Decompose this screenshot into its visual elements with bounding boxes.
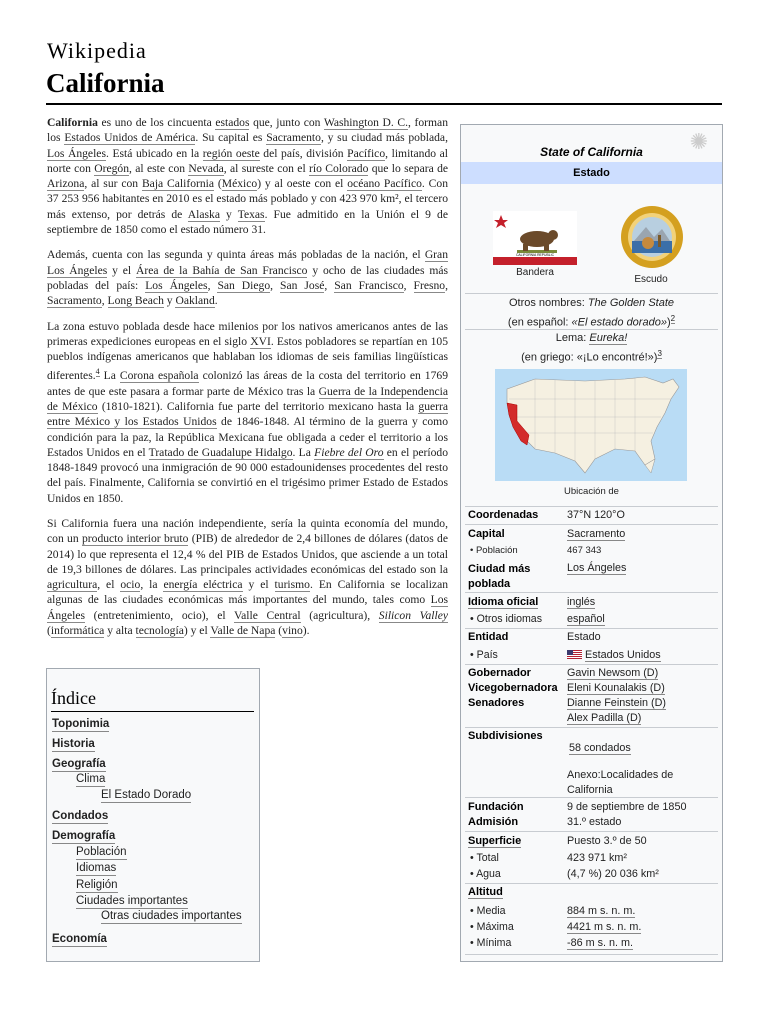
text: (en español: <box>507 316 572 329</box>
subdivisions-link[interactable]: 58 condados <box>569 742 631 754</box>
text: , <box>270 278 281 292</box>
article-subject: California <box>47 116 98 129</box>
text: Otros nombres: <box>508 297 588 309</box>
toc-item-demografia[interactable]: Demografía <box>52 830 116 842</box>
text: La zona estuvo poblada desde hace milenios por los nativos americanos antes de las primeras expediciones europeas en el siglo <box>47 319 448 348</box>
founded-value: 9 de septiembre de 1850 <box>567 801 687 813</box>
text: ( <box>214 177 222 191</box>
infobox-divider <box>465 797 718 798</box>
nickname-es: «El estado dorado» <box>571 316 667 329</box>
infobox-divider <box>465 883 718 884</box>
decorative-flourish-icon: ✺ <box>689 129 708 154</box>
link-estados[interactable]: estados <box>215 116 250 129</box>
motto-link[interactable]: Eureka! <box>589 332 628 344</box>
country-link[interactable]: Estados Unidos <box>585 649 661 661</box>
title-divider <box>46 103 722 105</box>
california-seal-image[interactable] <box>620 205 684 269</box>
text: (agricultura), <box>300 608 379 622</box>
governor-label: Gobernador <box>468 667 531 679</box>
area-rank: Puesto 3.º de 50 <box>567 835 647 847</box>
largest-city-link[interactable]: Los Ángeles <box>567 562 627 574</box>
map-caption: Ubicación de <box>564 486 619 497</box>
link-ocio[interactable]: ocio <box>120 578 141 592</box>
text: . Está ubicado en la <box>105 146 203 160</box>
text: . Fue admitido en la Unión el 9 de septiembre de 1850 como el estado número 31. <box>47 207 448 237</box>
text: , <box>207 278 218 292</box>
governor-link[interactable]: Gavin Newsom (D) <box>567 667 659 679</box>
area-total-value: 423 971 km² <box>567 852 628 864</box>
text: y el <box>107 263 136 277</box>
link-oregon[interactable]: Oregón <box>94 161 130 175</box>
toc-item-economia[interactable]: Economía <box>52 933 107 945</box>
lt-governor-link[interactable]: Eleni Kounalakis (D) <box>567 682 665 694</box>
link-sacramento[interactable]: Sacramento <box>266 131 321 145</box>
infobox-title: State of California <box>540 145 643 159</box>
text: , al sureste con el <box>223 161 310 175</box>
subdivisions-label: Subdivisiones <box>468 730 543 742</box>
text: . <box>214 294 218 308</box>
text: . Su capital es <box>195 131 267 145</box>
infobox-divider <box>465 524 718 525</box>
altitude-mean-label: • Media <box>470 905 506 917</box>
altitude-min-label: • Mínima <box>470 937 512 949</box>
infobox-divider <box>465 664 718 665</box>
text: (en griego: «¡Lo encontré!») <box>521 351 658 364</box>
link-guerra-mexico-eeuu[interactable]: guerra entre México y los Estados Unidos <box>47 399 448 429</box>
link-baja-california[interactable]: Baja California <box>141 177 215 191</box>
admission-label: Admisión <box>468 816 519 828</box>
text: . Con 37 253 956 habitantes en 2010 es el estado más poblado y con 423 970 km², el tercero más extenso, por detrás de <box>47 177 448 221</box>
text: . Estos pobladores se repartían en 105 pueblos indígenas americanos que hablaban los idiomas de seis familias lingüísticas diferentes. <box>47 334 448 383</box>
link-siglo-xvi[interactable]: XVI <box>250 334 271 348</box>
infobox <box>460 124 723 962</box>
infobox-divider <box>465 592 718 593</box>
link-san-jose[interactable]: San José <box>280 278 325 292</box>
link-pib[interactable]: producto interior bruto <box>81 532 189 546</box>
text: . La <box>292 445 315 459</box>
toc-item-religion[interactable]: Religión <box>76 879 118 891</box>
toc-title: Índice <box>51 688 96 708</box>
text: (1810-1821). California fue parte del territorio mexicano hasta la <box>97 399 419 413</box>
link-rio-colorado[interactable]: río Colorado <box>309 161 369 175</box>
text: y ocho de las ciudades más pobladas del país: <box>47 263 449 292</box>
infobox-divider <box>465 831 718 832</box>
infobox-divider <box>465 954 718 955</box>
text: y alta <box>104 624 136 638</box>
link-los-angeles[interactable]: Los Ángeles <box>47 146 106 160</box>
location-map-image[interactable] <box>495 369 687 481</box>
link-fresno[interactable]: Fresno <box>413 278 446 292</box>
text: ( <box>275 624 283 638</box>
link-valle-napa[interactable]: Valle de Napa <box>210 624 276 638</box>
text: (entretenimiento, ocio), el <box>85 608 235 622</box>
entity-value: Estado <box>567 631 601 643</box>
area-label[interactable]: Superficie <box>468 835 522 847</box>
motto-translation <box>461 346 722 366</box>
text: , <box>324 278 335 292</box>
link-texas[interactable]: Texas <box>237 207 265 221</box>
altitude-max-label: • Máxima <box>470 921 514 933</box>
page-title: California <box>46 68 165 98</box>
link-informatica[interactable]: informática <box>50 624 105 638</box>
text: de 1846-1848. Al término de la guerra y como condición para la paz, la República Mexicana fue obligada a ceder el territorio a los Estados Unidos en el <box>47 415 448 459</box>
link-energia-electrica[interactable]: energía eléctrica <box>163 578 243 592</box>
altitude-max-value[interactable]: 4421 m s. n. m. <box>567 921 642 933</box>
reference-3[interactable]: 3 <box>657 349 662 358</box>
link-gran-los-angeles[interactable]: Gran Los Ángeles <box>47 248 448 277</box>
text: (PIB) de alrededor de 2,4 billones de dólares (datos de 2014) lo que representa el 12,4 % del PIB de Estados Unidos, que asciende a un total de 19,3 billones de dólares. Las principales actividades económicas del estado son la <box>47 532 449 576</box>
text: en el período 1848-1849 provocó una inmigración de 90 000 estadounidenses procedentes del resto del país. Finalmente, California se convirtió en el trigésimo primer Estado de Estados Unidos en 1850. <box>47 445 448 505</box>
country-value[interactable] <box>567 649 661 661</box>
capital-link[interactable]: Sacramento <box>567 528 626 540</box>
senator-2-link[interactable]: Alex Padilla (D) <box>567 712 642 724</box>
localities-link[interactable]: Anexo:Localidades de California <box>567 769 674 796</box>
text: , limitando al norte con <box>47 146 448 175</box>
link-arizona[interactable]: Arizona <box>47 177 85 191</box>
text: , al este con <box>129 161 189 175</box>
link-bay-area[interactable]: Área de la Bahía de San Francisco <box>136 263 308 277</box>
nickname: The Golden State <box>587 297 675 309</box>
text: , al sur con <box>84 177 142 191</box>
toc-item-condados[interactable]: Condados <box>52 810 109 822</box>
official-language-label[interactable]: Idioma oficial <box>468 596 539 608</box>
link-pacifico[interactable]: Pacífico <box>347 146 386 160</box>
text: ( <box>47 624 51 638</box>
link-vino[interactable]: vino <box>282 624 303 638</box>
capital-population-value: 467 343 <box>567 545 602 556</box>
article-body <box>47 115 448 648</box>
link-oceano-pacifico[interactable]: océano Pacífico <box>347 177 422 191</box>
text: ) y al oeste con el <box>257 177 348 191</box>
paragraph-history <box>47 319 448 506</box>
admission-value: 31.º estado <box>567 816 622 828</box>
nickname-translation <box>461 311 722 331</box>
link-nevada[interactable]: Nevada <box>188 161 224 175</box>
toc-item-poblacion[interactable]: Población <box>76 846 127 858</box>
toc-divider <box>51 711 254 712</box>
infobox-type[interactable]: Estado <box>461 162 722 184</box>
infobox-divider <box>465 506 718 507</box>
infobox-divider <box>465 727 718 728</box>
largest-city-label: Ciudad más poblada <box>468 563 531 590</box>
wikipedia-wordmark[interactable]: Wikipedia <box>47 38 147 63</box>
text: , la <box>140 578 164 592</box>
area-water-value: (4,7 %) 20 036 km² <box>567 868 659 880</box>
altitude-mean-value[interactable]: 884 m s. n. m. <box>567 905 636 917</box>
link-oakland[interactable]: Oakland <box>175 294 215 308</box>
infobox-divider <box>465 628 718 629</box>
area-water-label: • Agua <box>470 868 501 880</box>
infobox-divider <box>465 329 718 330</box>
text: del país, división <box>259 146 348 160</box>
area-total-label: • Total <box>470 852 499 864</box>
flag-text: CALIFORNIA REPUBLIC <box>515 253 555 258</box>
text: , y su ciudad más poblada, <box>320 131 448 145</box>
text: que lo separa de <box>368 161 449 175</box>
text: y <box>219 207 238 221</box>
link-los-angeles[interactable]: Los Ángeles <box>47 593 448 622</box>
link-mexico[interactable]: México <box>221 177 258 191</box>
paragraph-economy <box>47 516 448 638</box>
country-label: • País <box>470 649 498 661</box>
text: . En California se localizan algunas de las ciudades económicas más importantes del mundo, tales como <box>47 578 449 607</box>
reference-4[interactable]: 4 <box>95 367 100 377</box>
entity-label: Entidad <box>468 631 509 643</box>
founded-label: Fundación <box>468 801 524 813</box>
link-region-oeste[interactable]: región oeste <box>202 146 260 160</box>
toc-item-idiomas[interactable]: Idiomas <box>76 862 117 874</box>
senators-label: Senadores <box>468 697 525 709</box>
paragraph-cities <box>47 247 448 308</box>
text: Si California fuera una nación independiente, sería la quinta economía del mundo, con un <box>47 516 448 546</box>
text: Además, cuenta con las segunda y quinta áreas más pobladas de la nación, el <box>47 248 425 262</box>
paragraph-intro <box>47 115 448 237</box>
us-flag-icon <box>567 650 582 659</box>
link-fiebre-oro[interactable]: Fiebre del Oro <box>314 445 384 459</box>
senator-1-link[interactable]: Dianne Feinstein (D) <box>567 697 667 709</box>
lt-governor-label: Vicegobernadora <box>468 682 558 694</box>
link-sacramento[interactable]: Sacramento <box>47 294 102 308</box>
link-tecnologia[interactable]: tecnología <box>135 624 184 638</box>
toc-item-geografia[interactable]: Geografía <box>52 758 106 770</box>
link-valle-central[interactable]: Valle Central <box>234 608 301 622</box>
motto-line <box>461 331 722 346</box>
text: y el <box>242 578 275 592</box>
reference-2[interactable]: 2 <box>670 314 676 323</box>
text: ) <box>666 316 671 329</box>
text: Lema: <box>555 332 590 344</box>
capital-population-label: • Población <box>470 545 518 556</box>
coordinates-value[interactable]: 37°N 120°O <box>567 509 625 521</box>
other-languages-label: • Otros idiomas <box>470 613 542 625</box>
link-agricultura[interactable]: agricultura <box>47 578 98 592</box>
nickname-line <box>461 296 722 311</box>
toc-item-historia[interactable]: Historia <box>52 738 95 750</box>
toc-item-otras-ciudades[interactable]: Otras ciudades importantes <box>101 910 242 922</box>
link-usa[interactable]: Estados Unidos de América <box>64 131 196 145</box>
toc-item-clima[interactable]: Clima <box>76 773 106 785</box>
official-language-link[interactable]: inglés <box>567 596 596 608</box>
text: ) y el <box>183 624 211 638</box>
link-tratado-guadalupe[interactable]: Tratado de Guadalupe Hidalgo <box>148 445 293 459</box>
california-flag-image[interactable] <box>493 211 577 265</box>
other-languages-link[interactable]: español <box>567 613 605 625</box>
text: ). <box>302 624 310 638</box>
coordinates-label: Coordenadas <box>468 509 539 521</box>
link-long-beach[interactable]: Long Beach <box>107 294 164 308</box>
link-washington[interactable]: Washington D. C. <box>323 116 409 129</box>
text: y <box>163 294 176 308</box>
toc-item-estado-dorado[interactable]: El Estado Dorado <box>101 789 192 801</box>
text: , el <box>97 578 121 592</box>
altitude-min-value[interactable]: -86 m s. n. m. <box>567 937 633 949</box>
link-san-diego[interactable]: San Diego <box>217 278 271 292</box>
link-alaska[interactable]: Alaska <box>187 207 220 221</box>
text: que, junto con <box>249 116 324 129</box>
link-turismo[interactable]: turismo <box>274 578 310 592</box>
seal-caption: Escudo <box>634 274 668 285</box>
text: colonizó las áreas de la costa del territorio en 1769 antes de que este pasara a formar parte de México tras la <box>47 369 448 398</box>
link-los-angeles[interactable]: Los Ángeles <box>145 278 208 292</box>
link-silicon-valley[interactable]: Silicon Valley <box>378 608 448 622</box>
toc-item-toponimia[interactable]: Toponimia <box>52 718 110 730</box>
link-independencia-mexico[interactable]: Guerra de la Independencia de México <box>47 384 448 413</box>
flag-caption: Bandera <box>516 267 554 278</box>
link-corona-espanola[interactable]: Corona española <box>119 369 199 383</box>
text: , <box>101 294 108 308</box>
text: , <box>445 278 449 292</box>
table-of-contents <box>46 668 260 962</box>
toc-item-ciudades-importantes[interactable]: Ciudades importantes <box>76 895 188 907</box>
text: es uno de los cincuenta <box>97 116 216 129</box>
link-san-francisco[interactable]: San Francisco <box>334 278 404 292</box>
text: La <box>99 369 120 383</box>
altitude-label[interactable]: Altitud <box>468 886 503 898</box>
text: , <box>403 278 414 292</box>
infobox-divider <box>465 293 718 294</box>
text: , forman los <box>47 116 448 145</box>
capital-label: Capital <box>468 528 505 540</box>
